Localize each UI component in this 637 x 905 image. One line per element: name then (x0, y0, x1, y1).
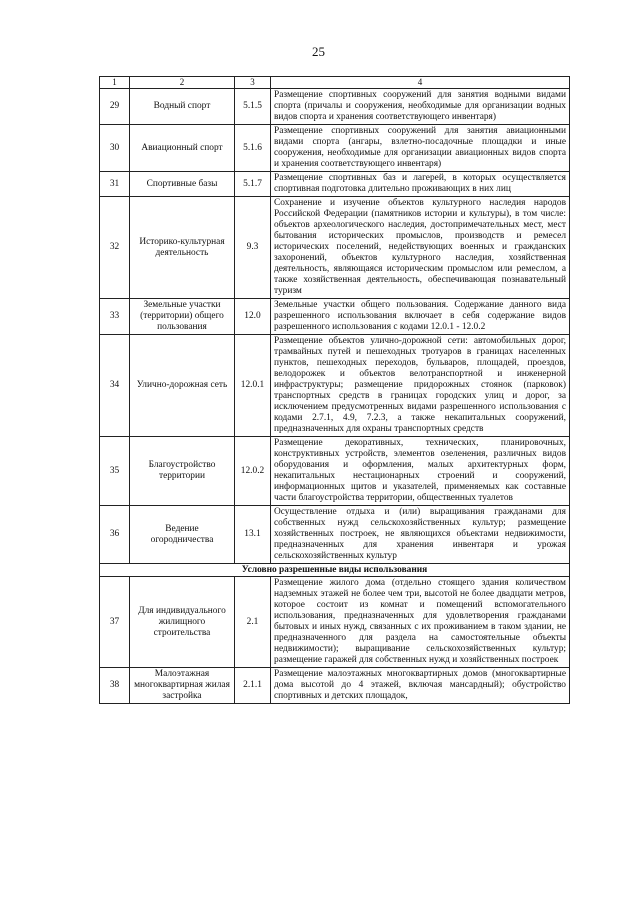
row-number: 31 (100, 172, 130, 197)
use-type-description: Размещение жилого дома (отдельно стоящего здания количеством надземных этажей не более чем три, высотой не более двадцати метров, которое состоит из комнат и помещений вспомогательного использования, предназначенных для удовлетворения гражданами бытовых и иных нужд, связанных с их проживанием в таком здании, не предназначенного для раздела на самостоятельные объекты недвижимости); выращивание сельскохозяйственных культур; размещение гаражей для собственных нужд и хозяйственных построек (271, 577, 570, 668)
page-number: 25 (312, 44, 325, 59)
table-row (100, 197, 570, 299)
use-type-name: Спортивные базы (130, 172, 235, 197)
header-cell-4: 4 (271, 77, 570, 89)
header-cell-3: 3 (235, 77, 271, 89)
use-type-name: Авиационный спорт (130, 125, 235, 172)
use-type-code: 12.0.2 (235, 437, 271, 506)
use-type-name: Водный спорт (130, 89, 235, 125)
use-type-description: Осуществление отдыха и (или) выращивания гражданами для собственных нужд сельскохозяйственных культур; размещение хозяйственных построек, не являющихся объектами недвижимости, предназначенных для хранения инвентаря и урожая сельскохозяйственных культур (271, 506, 570, 564)
use-type-code: 9.3 (235, 197, 271, 299)
row-number: 32 (100, 197, 130, 299)
table-row (100, 506, 570, 564)
use-type-code: 12.0 (235, 299, 271, 335)
use-type-name: Историко-культурная деятельность (130, 197, 235, 299)
use-type-code: 5.1.6 (235, 125, 271, 172)
land-use-table (99, 76, 570, 704)
use-type-name: Благоустройство территории (130, 437, 235, 506)
table-row (100, 89, 570, 125)
row-number: 38 (100, 668, 130, 704)
use-type-code: 13.1 (235, 506, 271, 564)
use-type-name: Малоэтажная многоквартирная жилая застройка (130, 668, 235, 704)
use-type-description: Размещение спортивных баз и лагерей, в которых осуществляется спортивная подготовка длительно проживающих в них лиц (271, 172, 570, 197)
use-type-name: Улично-дорожная сеть (130, 335, 235, 437)
table-row (100, 172, 570, 197)
use-type-code: 12.0.1 (235, 335, 271, 437)
section-row (100, 564, 570, 577)
use-type-description: Размещение спортивных сооружений для занятия водными видами спорта (причалы и сооружения, необходимые для организации водных видов спорта и хранения соответствующего инвентаря) (271, 89, 570, 125)
table-row (100, 335, 570, 437)
header-cell-2: 2 (130, 77, 235, 89)
use-type-code: 2.1 (235, 577, 271, 668)
use-type-description: Размещение декоративных, технических, планировочных, конструктивных устройств, элементов озеленения, различных видов оборудования и оформления, малых архитектурных форм, некапитальных нестационарных строений и сооружений, информационных щитов и указателей, применяемых как составные части благоустройства территории, общественных туалетов (271, 437, 570, 506)
table-row (100, 299, 570, 335)
section-title: Условно разрешенные виды использования (100, 564, 570, 577)
use-type-name: Ведение огородничества (130, 506, 235, 564)
use-type-description: Размещение малоэтажных многоквартирных домов (многоквартирные дома высотой до 4 этажей, включая мансардный); обустройство спортивных и детских площадок, (271, 668, 570, 704)
use-type-code: 2.1.1 (235, 668, 271, 704)
table-row (100, 577, 570, 668)
use-type-description: Земельные участки общего пользования. Содержание данного вида разрешенного использования включает в себя содержание видов разрешенного использования с кодами 12.0.1 - 12.0.2 (271, 299, 570, 335)
row-number: 36 (100, 506, 130, 564)
use-type-code: 5.1.7 (235, 172, 271, 197)
use-type-code: 5.1.5 (235, 89, 271, 125)
table-row (100, 668, 570, 704)
row-number: 34 (100, 335, 130, 437)
table-row (100, 437, 570, 506)
use-type-description: Размещение объектов улично-дорожной сети: автомобильных дорог, трамвайных путей и пешеходных тротуаров в границах населенных пунктов, пешеходных переходов, бульваров, площадей, проездов, велодорожек и объектов велотранспортной и инженерной инфраструктуры; размещение придорожных стоянок (парковок) транспортных средств в границах городских улиц и дорог, за исключением предусмотренных видами разрешенного использования с кодами 2.7.1, 4.9, 7.2.3, а также некапитальных сооружений, предназначенных для охраны транспортных средств (271, 335, 570, 437)
row-number: 37 (100, 577, 130, 668)
row-number: 33 (100, 299, 130, 335)
table-row (100, 125, 570, 172)
row-number: 35 (100, 437, 130, 506)
use-type-name: Для индивидуального жилищного строительства (130, 577, 235, 668)
row-number: 29 (100, 89, 130, 125)
use-type-description: Сохранение и изучение объектов культурного наследия народов Российской Федерации (памятников истории и культуры), в том числе: объектов археологического наследия, достопримечательных мест, мест бытования исторических промыслов, производств и ремесел исторических поселений, недействующих военных и гражданских захоронений, объектов культурного наследия, хозяйственная деятельность, являющаяся историческим промыслом или ремеслом, а также хозяйственная деятельность, обеспечивающая познавательный туризм (271, 197, 570, 299)
header-row (100, 77, 570, 89)
header-cell-1: 1 (100, 77, 130, 89)
use-type-name: Земельные участки (территории) общего пользования (130, 299, 235, 335)
row-number: 30 (100, 125, 130, 172)
use-type-description: Размещение спортивных сооружений для занятия авиационными видами спорта (ангары, взлетно-посадочные площадки и иные сооружения, необходимые для организации авиационных видов спорта и хранения соответствующего инвентаря) (271, 125, 570, 172)
